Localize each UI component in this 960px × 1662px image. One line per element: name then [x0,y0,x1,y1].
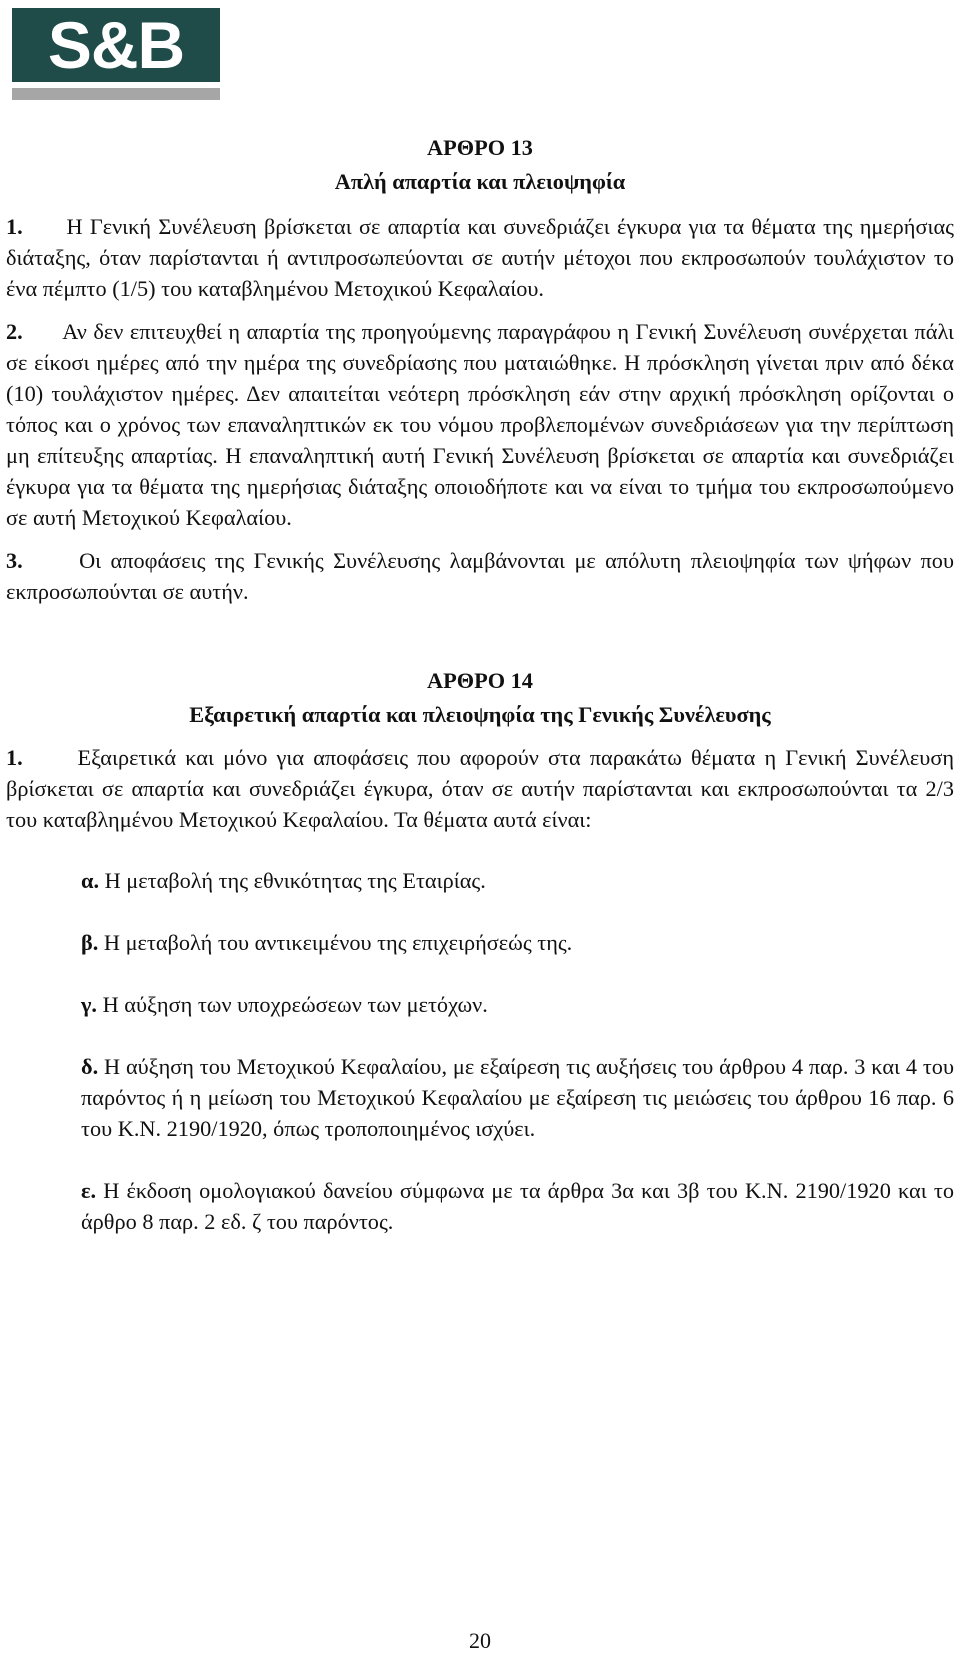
logo-underline-bar [12,88,220,100]
paragraph-text: Αν δεν επιτευχθεί η απαρτία της προηγούμενης παραγράφου η Γενική Συνέλευση συνέρχεται πάλι σε είκοσι ημέρες από την ημέρα της συνεδρίασης που ματαιώθηκε. Η πρόσκληση γίνεται πριν από δέκα (10) τουλάχιστον ημέρες. Δεν απαιτείται νεότερη πρόσκληση εάν στην αρχική πρόσκληση ορίζονται ο τόπος και ο χρόνος των επαναληπτικών εκ του νόμου προβλεπομένων συνεδριάσεων για την περίπτωση μη επίτευξης απαρτίας. Η επαναληπτική αυτή Γενική Συνέλευση βρίσκεται σε απαρτία και συνεδριάζει έγκυρα για τα θέματα της ημερήσιας διάταξης οποιοδήποτε και να είναι το τμήμα του εκπροσωπούμενο σε αυτή Μετοχικού Κεφαλαίου. [6,319,954,530]
list-item-label: β. [81,930,99,955]
paragraph-text: Η Γενική Συνέλευση βρίσκεται σε απαρτία και συνεδριάζει έγκυρα για τα θέματα της ημερήσιας διάταξης, όταν παρίστανται ή αντιπροσωπεύονται σε αυτήν μέτοχοι που εκπροσωπούν τουλάχιστον το ένα πέμπτο (1/5) του καταβλημένου Μετοχικού Κεφαλαίου. [6,214,955,301]
list-item-text: Η αύξηση των υποχρεώσεων των μετόχων. [102,992,488,1017]
document-body [6,132,954,1237]
paragraph-number: 2. [6,319,23,344]
company-logo [12,8,220,102]
list-item-text: Η αύξηση του Μετοχικού Κεφαλαίου, με εξαίρεση τις αυξήσεις του άρθρου 4 παρ. 3 και 4 του παρόντος ή η μείωση του Μετοχικού Κεφαλαίου με εξαίρεση τις μειώσεις του άρθρου 16 παρ. 6 του Κ.Ν. 2190/1920, όπως τροποποιημένος ισχύει. [81,1054,954,1141]
paragraph-text: Οι αποφάσεις της Γενικής Συνέλευσης λαμβάνονται με απόλυτη πλειοψηφία των ψήφων που εκπροσωπούνται σε αυτήν. [6,548,954,604]
list-item [81,865,954,896]
article-14-paragraph-1 [6,742,954,835]
logo-text: S&B [47,8,185,82]
paragraph-number: 1. [6,745,23,770]
logo-box [12,8,220,82]
list-item-label: δ. [81,1054,99,1079]
article-13-paragraph-3 [6,545,954,607]
list-item-label: α. [81,868,100,893]
article-13-paragraph-1 [6,211,954,304]
list-item [81,1175,954,1237]
list-item [81,927,954,958]
paragraph-number: 1. [6,214,23,239]
article-13-title: ΑΡΘΡΟ 13 [427,135,533,160]
article-14-title: ΑΡΘΡΟ 14 [427,668,533,693]
list-item [81,989,954,1020]
article-13-subtitle: Απλή απαρτία και πλειοψηφία [334,169,626,194]
list-item-text: Η μεταβολή του αντικειμένου της επιχειρήσεώς της. [103,930,573,955]
article-13-paragraph-2 [6,316,954,533]
list-item-text: Η έκδοση ομολογιακού δανείου σύμφωνα με τα άρθρα 3α και 3β του Κ.Ν. 2190/1920 και το άρθρο 8 παρ. 2 εδ. ζ του παρόντος. [81,1178,954,1234]
paragraph-number: 3. [6,548,23,573]
list-item-label: ε. [81,1178,97,1203]
page-number: 20 [469,1628,491,1653]
list-item [81,1051,954,1144]
article-14-subtitle: Εξαιρετική απαρτία και πλειοψηφία της Γενικής Συνέλευσης [189,702,771,727]
list-item-text: Η μεταβολή της εθνικότητας της Εταιρίας. [104,868,486,893]
list-item-label: γ. [81,992,98,1017]
paragraph-text: Εξαιρετικά και μόνο για αποφάσεις που αφορούν στα παρακάτω θέματα η Γενική Συνέλευση βρίσκεται σε απαρτία και συνεδριάζει έγκυρα, όταν σε αυτήν παρίστανται και εκπροσωπούνται τα 2/3 του καταβλημένου Μετοχικού Κεφαλαίου. Τα θέματα αυτά είναι: [6,745,954,832]
